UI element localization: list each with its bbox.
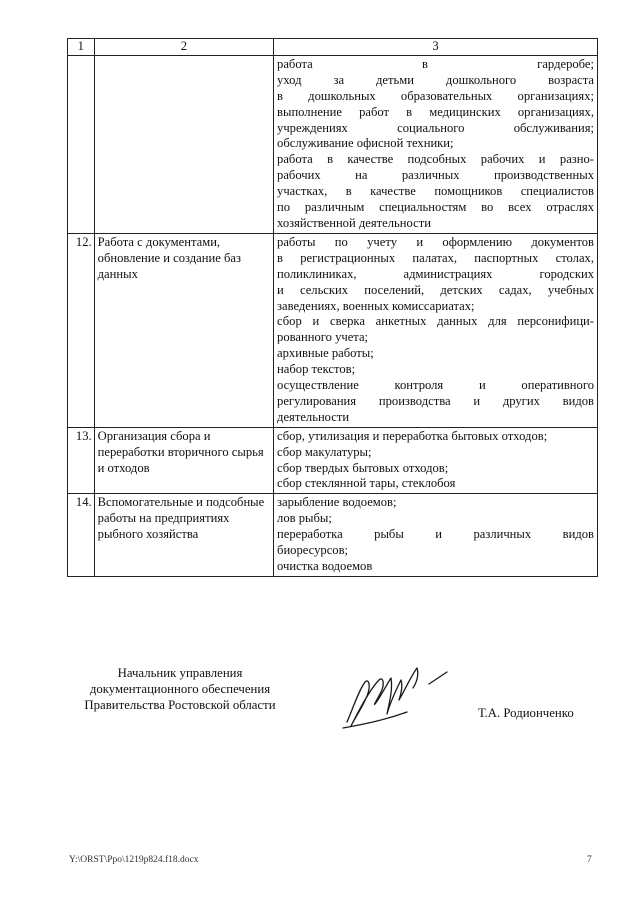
- signer-title: [60, 665, 300, 713]
- row-title: Работа с документами, обновление и создание баз данных: [94, 233, 273, 427]
- description-line: архивные работы;: [277, 346, 374, 361]
- row-description: [274, 55, 598, 233]
- header-col-1: 1: [68, 39, 95, 56]
- description-line: учреждениях социального обслуживания;: [277, 120, 594, 135]
- description-line: сбор макулатуры;: [277, 444, 372, 459]
- table-row-continuation: [68, 55, 598, 233]
- page-number: 7: [587, 855, 592, 865]
- row-number: 13.: [68, 427, 95, 494]
- description-line: очистка водоемов: [277, 559, 373, 573]
- description-line: по различным специальностям во всех отраслях: [277, 200, 594, 215]
- description-line: лов рыбы;: [277, 511, 332, 526]
- description-line: обслуживание офисной техники;: [277, 136, 454, 151]
- employment-table: [67, 38, 598, 577]
- row-description: [274, 494, 598, 577]
- table-row-12: [68, 233, 598, 427]
- description-line: и сельских поселений, детских садах, учебных: [277, 282, 594, 297]
- row-number: [68, 55, 95, 233]
- description-line: хозяйственной деятельности: [277, 215, 431, 230]
- description-line: сбор твердых бытовых отходов;: [277, 460, 449, 475]
- description-line: работа в гардеробе;: [277, 56, 594, 71]
- description-line: выполнение работ в медицинских организациях,: [277, 104, 594, 119]
- description-line: осуществление контроля и оперативного: [277, 378, 594, 393]
- description-line: рабочих на различных производственных: [277, 168, 594, 183]
- row-title: Организация сбора и переработки вторичного сырья и отходов: [94, 427, 273, 494]
- description-line: заведениях, военных комиссариатах;: [277, 298, 475, 313]
- table-header-row: [68, 39, 598, 56]
- signer-title-line: документационного обеспечения: [89, 682, 271, 696]
- signer-title-line: Начальник управления: [117, 666, 243, 680]
- description-line: уход за детьми дошкольного возраста: [277, 72, 594, 87]
- table-row-13: [68, 427, 598, 494]
- row-description: [274, 427, 598, 494]
- description-line: биоресурсов;: [277, 543, 349, 558]
- row-title: Вспомогательные и подсобные работы на предприятиях рыбного хозяйства: [94, 494, 273, 577]
- description-line: в регистрационных палатах, паспортных столах,: [277, 250, 594, 265]
- description-line: набор текстов;: [277, 362, 356, 377]
- handwritten-signature: [335, 660, 455, 740]
- header-col-2: 2: [94, 39, 273, 56]
- row-description: [274, 233, 598, 427]
- description-line: регулирования производства и других видов: [277, 393, 594, 408]
- description-line: сбор стеклянной тары, стеклобоя: [277, 476, 456, 491]
- row-number: 14.: [68, 494, 95, 577]
- description-line: переработка рыбы и различных видов: [277, 527, 594, 542]
- table-row-14: [68, 494, 598, 577]
- header-col-3: 3: [274, 39, 598, 56]
- signer-title-line: Правительства Ростовской области: [84, 698, 276, 712]
- description-line: рованного учета;: [277, 330, 369, 345]
- description-line: сбор и сверка анкетных данных для персонифици-: [277, 314, 594, 329]
- description-line: зарыбление водоемов;: [277, 495, 397, 510]
- description-line: поликлиниках, администрациях городских: [277, 266, 594, 281]
- description-line: в дошкольных образовательных организациях;: [277, 88, 594, 103]
- signer-name: Т.А. Родионченко: [478, 706, 574, 720]
- description-line: участках, в качестве помощников специалистов: [277, 184, 594, 199]
- description-line: сбор, утилизация и переработка бытовых отходов;: [277, 428, 548, 443]
- description-line: работы по учету и оформлению документов: [277, 234, 594, 249]
- description-line: деятельности: [277, 409, 350, 424]
- description-line: работа в качестве подсобных рабочих и разно-: [277, 152, 594, 167]
- footer-file-path: Y:\ORST\Ppo\1219p824.f18.docx: [69, 855, 199, 865]
- row-number: 12.: [68, 233, 95, 427]
- row-title: [94, 55, 273, 233]
